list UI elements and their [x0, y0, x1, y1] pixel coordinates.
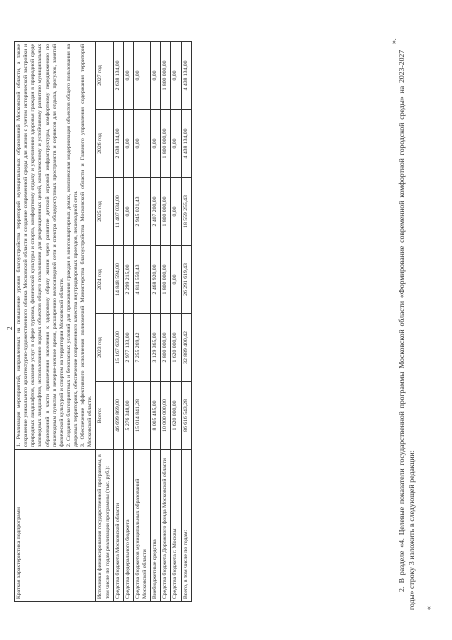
funding-cell: 0,00: [171, 246, 181, 314]
funding-cell: 15 014 841,28: [133, 382, 150, 450]
column-header: 2027 год: [96, 41, 113, 109]
funding-row-label: Средства бюджета Дорожного фонда Московской области: [161, 450, 171, 602]
funding-cell: 1 800 000,00: [161, 41, 171, 109]
funding-cell: 2 638 134,00: [113, 110, 123, 178]
funding-cell: 86 616 543,28: [181, 382, 191, 450]
funding-cell: 46 699 869,00: [113, 382, 123, 450]
funding-row-label: Средства федерального бюджета: [123, 450, 133, 602]
funding-row-label: Всего, в том числе по годам:: [181, 450, 191, 602]
funding-cell: 0,00: [151, 110, 161, 178]
funding-cell: 0,00: [123, 178, 133, 246]
column-header: Всего:: [96, 382, 113, 450]
funding-cell: 26 291 619,43: [181, 246, 191, 314]
funding-cell: 0,00: [133, 41, 150, 109]
funding-cell: 0,00: [171, 41, 181, 109]
funding-cell: 0,00: [133, 110, 150, 178]
amendment-paragraph: 2. В разделе «4. Целевые показатели государственной программы Московской области «Формирование современной комфортной городской среды» на 2023-2027 годы» строку 3 изложить в следующей редакции:: [397, 50, 417, 610]
funding-cell: 0,00: [171, 178, 181, 246]
funding-row: [151, 41, 161, 601]
funding-cell: 2 977 133,00: [123, 314, 133, 382]
funding-cell: 4 438 134,00: [181, 110, 191, 178]
subprogram-item: 2. Создание благоприятных и безопасных условий для проживания граждан в многоквартирных домах, комплексная модернизация объектов общего пользования на дворовых территориях, обеспечение современного качества внутридворовых проездов, пешеходной сети.: [65, 43, 79, 447]
subprograms-content: [15, 41, 96, 449]
funding-row: [123, 41, 133, 601]
funding-cell: 10 000 000,00: [161, 382, 171, 450]
funding-row: [171, 41, 181, 601]
funding-cell: 11 407 034,00: [113, 178, 123, 246]
funding-row-label: Средства бюджета Московской области: [113, 450, 123, 602]
funding-cell: 1 620 000,00: [171, 314, 181, 382]
closing-quote: ».: [389, 38, 398, 44]
funding-cell: 1 620 000,00: [171, 382, 181, 450]
funding-cell: 4 438 134,00: [181, 41, 191, 109]
funding-cell: 2 638 134,00: [113, 41, 123, 109]
funding-cell: 18 559 255,43: [181, 178, 191, 246]
funding-cell: 32 889 400,42: [181, 314, 191, 382]
funding-cell: 4 814 550,43: [133, 246, 150, 314]
column-header: 2025 год: [96, 178, 113, 246]
funding-cell: 0,00: [123, 110, 133, 178]
column-header: 2026 год: [96, 110, 113, 178]
funding-cell: 0,00: [171, 110, 181, 178]
funding-cell: 5 276 348,00: [123, 382, 133, 450]
funding-cell: 1 800 000,00: [161, 246, 171, 314]
funding-cell: 8 005 485,00: [151, 382, 161, 450]
funding-cell: 1 800 000,00: [161, 110, 171, 178]
funding-row: [133, 41, 150, 601]
funding-cell: 1 800 000,00: [161, 178, 171, 246]
funding-row-label: Средства бюджета г. Москвы: [171, 450, 181, 602]
funding-cell: 0,00: [123, 41, 133, 109]
subprogram-item: 3. Обеспечение эффективного исполнения полномочий Министерства благоустройства Московской области и Главного управления содержания территорий Московской области.: [80, 43, 94, 447]
subprograms-label: Краткая характеристика подпрограмм: [15, 450, 96, 602]
funding-cell: 2 468 920,00: [151, 246, 161, 314]
funding-cell: 2 407 200,00: [151, 178, 161, 246]
passport-table: [14, 41, 192, 602]
page-number: 2: [6, 326, 14, 330]
column-header: 2024 год: [96, 246, 113, 314]
funding-row-label: Средства бюджетов муниципальных образований Московской области: [133, 450, 150, 602]
footer-text: [389, 38, 434, 610]
funding-total-row: [181, 41, 191, 601]
opening-quote: «: [423, 606, 433, 610]
funding-cell: 14 848 594,00: [113, 246, 123, 314]
funding-cell: 2 800 000,00: [161, 314, 171, 382]
funding-cell: 15 167 633,00: [113, 314, 123, 382]
funding-row: [161, 41, 171, 601]
funding-cell: 3 129 365,00: [151, 314, 161, 382]
funding-header-row: [96, 41, 113, 601]
funding-cell: 7 255 269,42: [133, 314, 150, 382]
column-header: 2023 год: [96, 314, 113, 382]
funding-row-label: Внебюджетные средства: [151, 450, 161, 602]
subprograms-row: [15, 41, 96, 601]
subprogram-item: 1. Реализация мероприятий, направленных на повышение уровня благоустройства территорий муниципальных образований Московской области, а также сохранение уникального архитектурно-художественного облика Московской области и создание современной среды для жизни с учетом исторической застройки и природных ландшафтов, оказание услуг в сфере туризма, физической культуры и спорта, комфортному отдыху и укреплению здоровья граждан в природной среде заповедных ландшафтов, использованию водных объектов общего пользования для рекреационных целей, комплексному и устойчивому развитию муниципальных образований в части привлечения населения к здоровому образу жизни через развитие детской игровой инфраструктуры, комфортному передвижению по пешеходным пунктам в вечерне-ночное время, расширению велосипедной сети и спектра общедоступных пространств и сервисов для отдыха, прогулок, занятий физической культурой и спортом на территории Московской области.: [16, 43, 65, 447]
funding-source-header: Источники финансирования государственной программы, в том числе по годам реализации программы (тыс. руб.):: [96, 450, 113, 602]
funding-row: [113, 41, 123, 601]
funding-cell: 2 299 215,00: [123, 246, 133, 314]
funding-cell: 2 945 021,43: [133, 178, 150, 246]
funding-cell: 0,00: [151, 41, 161, 109]
